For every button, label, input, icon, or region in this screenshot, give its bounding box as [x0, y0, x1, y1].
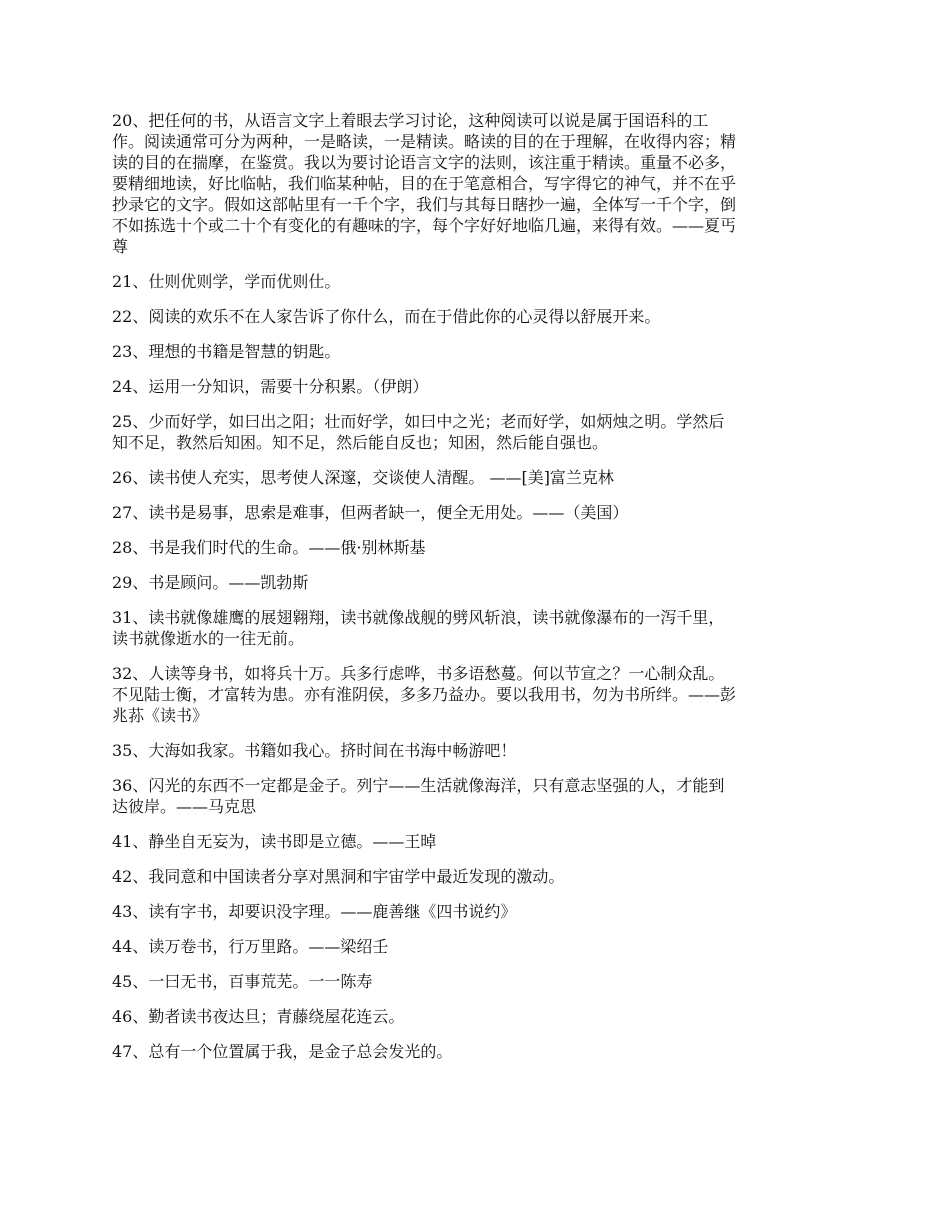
quote-entry-35: 35、大海如我家。书籍如我心。挤时间在书海中畅游吧！	[112, 741, 517, 760]
quote-entry-23: 23、理想的书籍是智慧的钥匙。	[112, 342, 341, 361]
quote-entry-47: 47、总有一个位置属于我，是金子总会发光的。	[112, 1042, 453, 1061]
quote-entry-21: 21、仕则优则学，学而优则仕。	[112, 272, 341, 291]
quote-entry-28: 28、书是我们时代的生命。——俄·别林斯基	[112, 538, 426, 557]
quote-entry-45: 45、一曰无书，百事荒芜。一一陈寿	[112, 972, 373, 991]
quote-entry-42: 42、我同意和中国读者分享对黑洞和宇宙学中最近发现的激动。	[112, 867, 565, 886]
quote-entry-31: 31、读书就像雄鹰的展翅翱翔，读书就像战舰的劈风斩浪，读书就像瀑布的一泻千里， 读书就像逝水的一往无前。	[112, 608, 725, 648]
quote-entry-46: 46、勤者读书夜达旦；青藤绕屋花连云。	[112, 1007, 405, 1026]
quote-entry-22: 22、阅读的欢乐不在人家告诉了你什么，而在于借此你的心灵得以舒展开来。	[112, 307, 661, 326]
quote-entry-41: 41、静坐自无妄为，读书即是立德。——王晫	[112, 832, 437, 851]
quote-entry-25: 25、少而好学，如曰出之阳；壮而好学，如曰中之光；老而好学，如炳烛之明。学然后 知不足，教然后知困。知不足，然后能自反也；知困，然后能自强也。	[112, 412, 725, 452]
quote-entry-32: 32、人读等身书，如将兵十万。兵多行虑哗，书多语愁蔓。何以节宣之？一心制众乱。 不见陆士衡，才富转为患。亦有淮阴侯，多多乃益办。要以我用书，勿为书所绊。——彭 兆荪《读书》	[112, 664, 737, 725]
quote-entry-29: 29、书是顾问。——凯勃斯	[112, 573, 309, 592]
quote-entry-44: 44、读万卷书，行万里路。——梁绍壬	[112, 937, 389, 956]
quote-entry-26: 26、读书使人充实，思考使人深邃，交谈使人清醒。 ——[美]富兰克林	[112, 468, 614, 487]
quote-entry-20: 20、把任何的书，从语言文字上着眼去学习讨论，这种阅读可以说是属于国语科的工 作。阅读通常可分为两种，一是略读，一是精读。略读的目的在于理解，在收得内容；精 读的目的在揣摩，在鉴赏。我以为要讨论语言文字的法则，该注重于精读。重量不必多， 要精细地读，好比临帖，我们临某种帖，目的在于笔意相合，写字得它的神气，并不在乎 抄录它的文字。假如这部帖里有一千个字，我们与其每日瞎抄一遍，全体写一千个字，倒 不如拣选十个或二十个有变化的有趣味的字，每个字好好地临几遍，来得有效。——夏丐 尊	[112, 111, 737, 256]
quote-entry-36: 36、闪光的东西不一定都是金子。列宁——生活就像海洋，只有意志坚强的人，才能到 达彼岸。——马克思	[112, 776, 725, 816]
quote-entry-24: 24、运用一分知识，需要十分积累。（伊朗）	[112, 377, 429, 396]
quote-entry-27: 27、读书是易事，思索是难事，但两者缺一，便全无用处。——（美国）	[112, 503, 629, 522]
quote-entry-43: 43、读有字书，却要识没字理。——鹿善继《四书说约》	[112, 902, 517, 921]
document-page	[112, 110, 840, 1076]
